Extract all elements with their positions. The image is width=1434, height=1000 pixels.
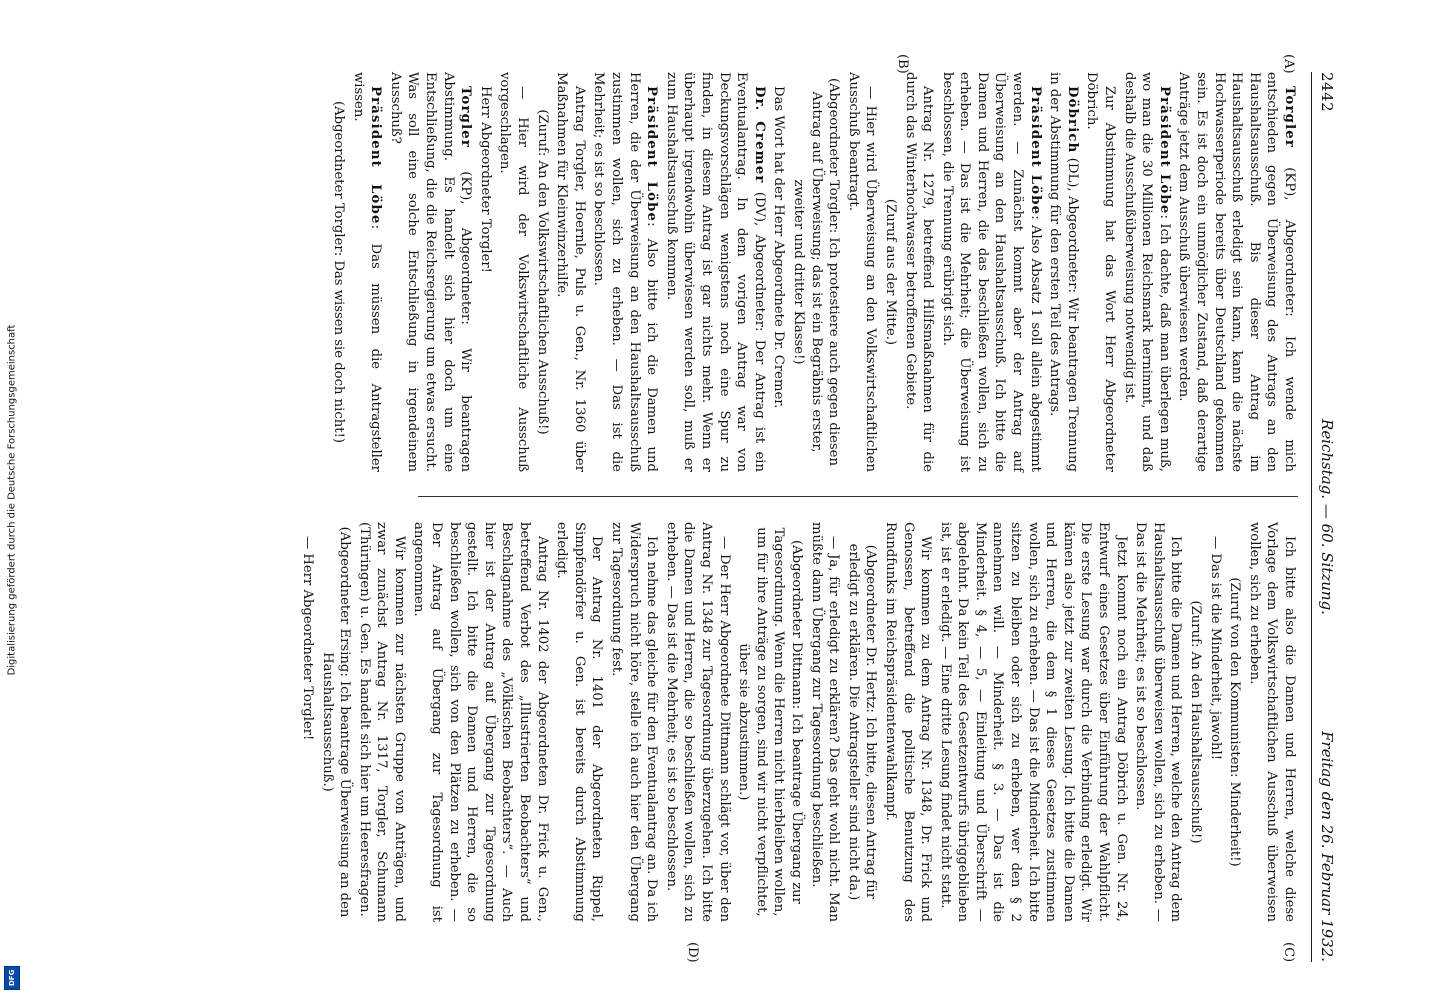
paragraph-text: : Das müssen die Antragsteller wissen. [350, 72, 384, 472]
paragraph-text: Zur Abstimmung hat das Wort Herr Abgeordneter Döbrich. [1084, 72, 1118, 472]
speaker-name: Präsident Löbe [368, 86, 384, 225]
page-number: 2442 [1318, 72, 1336, 113]
interjection: (Abgeordneter Dr. Hertz: Ich bitte, diesen Antrag für erledigt zu erklären. Die Antragsteller sind nicht da.) [845, 543, 879, 901]
column-divider [418, 496, 1298, 497]
paragraph-text: — Hier wird der Volkswirtschaftliche Ausschuß vorgeschlagen. [497, 72, 531, 472]
paragraph [936, 522, 1130, 922]
paragraph [1083, 72, 1118, 472]
paragraph-text: Antrag Nr. 1279, betreffend Hilfsmaßnahmen für die durch das Winterhochwasser betroffenen Gebiete. [902, 72, 936, 472]
speaker-name: Präsident Löbe [1156, 86, 1172, 215]
interjection: (Abgeordneter Dittmann: Ich beantrage Übergang zur Tagesordnung. Wenn die Herren nicht hierbleiben wollen, um für ihre Anträge zu sorgen, sind wir nicht verpflichtet, über sie abzustimmen.) [736, 527, 804, 917]
right-column [296, 522, 1298, 922]
paragraph-text: Jetzt kommt noch ein Antrag Döbrich u. Gen. Nr. 24, Entwurf eines Gesetzes über Einführung der Wahlpflicht. Die erste Lesung war durch die Verbindung erledigt. Wir kämen also jetzt zur zweiten Lesung. Ich bitte die Damen und Herren, die dem § 1 dieses Gesetzes zustimmen wollen, sich zu erheben. — Das ist die Minderheit. Ich bitte sitzen zu bleiben oder sich zu erheben, wer den § 2 annehmen will. — Minderheit. § 3. — Das ist die Minderheit. § 4, — 5, — Einleitung und Überschrift — abgelehnt. Da kein Teil des Gesetzentwurfs übriggeblieben ist, ist er erledigt. — Eine dritte Lesung findet nicht statt. [937, 522, 1129, 922]
paragraph-text: : Also Absatz 1 soll allein abgestimmt werden. — Zunächst kommt aber der Antrag auf Überweisung an den Haushaltsausschuß. Ich bitte die Damen und Herren, die das beschließen wollen, sich zu erheben. — Das ist die Mehrheit; die Überweisung ist beschlossen, die Trennung erübrigt sich. [939, 72, 1043, 472]
paragraph [349, 72, 384, 472]
paragraph-text: (KP), Abgeordneter: Ich wende mich entschieden gegen Überweisung des Antrags an den Haushaltsausschuß. Bis dieser Antrag im Haushaltsausschuß erledigt sein kann, kann die nächste Hochwasserperiode bereits über Deutschland gekommen sein. Es ist doch ein unmöglicher Zustand, daß derartige Anträge jetzt dem Ausschuß überwiesen werden. [1176, 72, 1297, 472]
paragraph-text: Das Wort hat der Herr Abgeordnete Dr. Cremer. [771, 86, 787, 409]
margin-marker-c: (C) [1281, 942, 1296, 963]
paragraph-text: : Ich dachte, daß man überlegen muß, wo man die 30 Millionen Reichsmark hernimmt, und daß deshalb die Ausschußüberweisung notwendig ist. [1121, 72, 1172, 472]
paragraph [662, 72, 768, 472]
paragraph-text: — Der Herr Abgeordnete Dittmann schlägt vor, über den Antrag Nr. 1348 zur Tagesordnung überzugehen. Ich bitte die Damen und Herren, die so beschließen wollen, sich zu erheben. — Das ist die Mehrheit; es ist so beschlossen. [663, 522, 732, 922]
paragraph-text: : Also bitte ich die Damen und Herren, die der Überweisung an den Haushaltsausschuß zustimmen wollen, sich zu erheben. — Das ist die Mehrheit; es ist so beschlossen. [591, 72, 660, 472]
paragraph-text: (KP), Abgeordneter: Wir beantragen Abstimmung. Es handelt sich hier doch um eine Entschließung, die die Reichsregierung um etwas ersucht. Was soll eine solche Entschließung in irgendeinem Ausschuß? [387, 72, 474, 472]
interjection: (Abgeordneter Torgler: Das wissen sie doch nicht!) [331, 100, 347, 444]
dfg-logo: DFG [4, 966, 20, 990]
paragraph [476, 72, 494, 472]
digitization-credit: Digitalisierung gefördert durch die Deutsche Forschungsgemeinschaft [6, 324, 18, 676]
paragraph [1206, 522, 1224, 922]
paragraph [607, 522, 660, 922]
paragraph-text: Antrag Nr. 1402 der Abgeordneten Dr. Frick u. Gen., betreffend Verbot des „Illustrierten Beobachters“ und Beschlagnahme des „Völkischen Beobachters“. — Auch hier ist der Antrag auf Übergang zur Tagesordnung gestellt. Ich bitte die Damen und Herren, die so beschließen wollen, sich von den Plätzen zu erheben. — Der Antrag auf Übergang zur Tagesordnung ist angenommen. [411, 522, 550, 922]
speaker-name: Präsident Löbe [644, 86, 660, 223]
paragraph [590, 72, 660, 472]
paragraph [844, 72, 879, 472]
paragraph-text: Ich bitte die Damen und Herren, welche den Antrag dem Haushaltsausschuß überweisen wollen, sich zu erheben. — Das ist die Mehrheit; es ist so beschlossen. [1133, 522, 1184, 922]
speaker-name: Torgler [1282, 86, 1297, 149]
paragraph [938, 72, 1044, 472]
paragraph [410, 522, 551, 922]
paragraph [496, 72, 531, 472]
paragraph-text: — Das ist die Minderheit, jawohl! [1207, 536, 1223, 761]
speaker-name: Torgler [458, 86, 474, 149]
page-header [1311, 72, 1340, 962]
paragraph-text: Ich nehme das gleiche für den Eventualantrag an. Da ich Widerspruch nicht höre, stelle ich auch hier den Übergang zur Tagesordnung fest. [609, 522, 660, 922]
paragraph-text: — Herr Abgeordneter Torgler! [299, 536, 315, 741]
left-column [328, 72, 1298, 472]
paragraph [662, 522, 732, 922]
interjection: (Zuruf: An den Volkswirtschaftlichen Ausschuß!) [534, 109, 550, 435]
paragraph-text: (DL), Abgeordneter: Wir beantragen Trennung in der Abstimmung für den ersten Teil des Antrags. [1047, 72, 1080, 472]
paragraph [355, 522, 408, 922]
paragraph [770, 72, 788, 472]
paragraph-text: Ich bitte also die Damen und Herren, welche diese Vorlage dem Volkswirtschaftlichen Ausschuß überweisen wollen, sich zu erheben. [1246, 522, 1297, 922]
paragraph-text: Wir kommen zur nächsten Gruppe von Anträgen, und zwar zunächst Antrag Nr. 1317, Torgler, Schumann (Thüringen) u. Gen. Es handelt sich hier um Heeresfragen. [356, 522, 407, 922]
paragraph [553, 522, 606, 922]
paragraph [1245, 522, 1298, 922]
credit-strip [0, 0, 24, 1000]
speaker-name: Präsident Löbe [1027, 86, 1043, 216]
interjection: (Abgeordneter Torgler: Ich protestiere auch gegen diesen Antrag auf Überweisung; das ist ein Begräbnis erster, zweiter und dritter Klasse!) [790, 78, 842, 466]
paragraph [881, 522, 934, 922]
margin-marker-a: (A) [1281, 54, 1296, 74]
paragraph-text: (DV), Abgeordneter: Der Antrag ist ein Eventualantrag. In dem vorigen Antrag war von Deckungsvorschlägen wenigstens noch eine Spur zu finden, in diesem Antrag ist gar nichts mehr. Wenn er überhaupt irgendwohin überwiesen werden soll, muß er zum Haushaltsausschuß kommen. [663, 72, 767, 472]
margin-marker-d: (D) [685, 942, 700, 963]
paragraph-text: Der Antrag Nr. 1401 der Abgeordneten Rippel, Simpfendörfer u. Gen. ist bereits durch Abstimmung erledigt. [554, 522, 605, 922]
paragraph-text: Wir kommen zu dem Antrag Nr. 1348, Dr. Frick und Genossen, betreffend die politische Benutzung des Rundfunks im Reichspräsidentenwahlkampf. [882, 522, 934, 922]
paragraph-text: — Ja, für erledigt zu erklären? Das geht wohl nicht. Man müßte dann Übergang zur Tagesordnung beschließen. [808, 522, 842, 922]
paragraph [1132, 522, 1185, 922]
paragraph [553, 72, 588, 472]
margin-marker-b: (B) [895, 54, 910, 74]
interjection: (Zuruf von den Kommunisten: Minderheit!) [1227, 577, 1243, 867]
session-date: Freitag den 26. Februar 1932. [1318, 731, 1336, 962]
interjection: (Abgeordneter Ersing: Ich beantrage Überweisung an den Haushaltsausschuß.) [319, 526, 353, 918]
speaker-name: Dr. Cremer [751, 86, 767, 184]
paragraph [901, 72, 936, 472]
speaker-name: Döbrich [1064, 86, 1080, 154]
interjection: (Zuruf aus der Mitte.) [882, 198, 898, 346]
paragraph [1046, 72, 1081, 472]
paragraph [1120, 72, 1173, 472]
interjection: (Zuruf: An den Haushaltsausschuß!) [1188, 600, 1204, 844]
paragraph-text: Herr Abgeordneter Torgler! [477, 86, 493, 273]
session-title: Reichstag. — 60. Sitzung. [1318, 419, 1336, 615]
paragraph-text: — Hier wird Überweisung an den Volkswirtschaftlichen Ausschuß beantragt. [845, 72, 879, 472]
paragraph [807, 522, 842, 922]
paragraph [298, 522, 316, 922]
paragraph-text: Antrag Torgler, Hoernle, Puls u. Gen., Nr. 1360 über Maßnahmen für Kleinwinzerhilfe. [554, 72, 587, 472]
paragraph [1175, 72, 1298, 472]
paragraph [386, 72, 474, 472]
document-page [110, 52, 1340, 982]
